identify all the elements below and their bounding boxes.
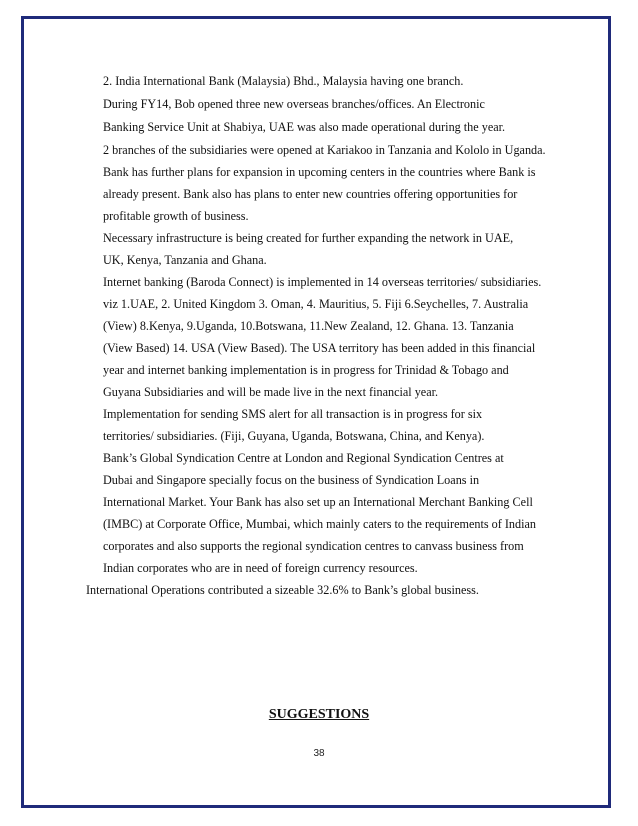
body-line: (View) 8.Kenya, 9.Uganda, 10.Botswana, 11.New Zealand, 12. Ghana. 13. Tanzania: [103, 319, 514, 333]
body-line: Internet banking (Baroda Connect) is implemented in 14 overseas territories/ subsidiaries.: [103, 275, 542, 289]
body-line: (IMBC) at Corporate Office, Mumbai, which mainly caters to the requirements of Indian: [103, 517, 536, 531]
body-line: viz 1.UAE, 2. United Kingdom 3. Oman, 4. Mauritius, 5. Fiji 6.Seychelles, 7. Australia: [103, 297, 529, 311]
body-line: territories/ subsidiaries. (Fiji, Guyana, Uganda, Botswana, China, and Kenya).: [103, 429, 485, 443]
body-line: Banking Service Unit at Shabiya, UAE was also made operational during the year.: [103, 120, 506, 134]
body-line: Necessary infrastructure is being created for further expanding the network in UAE,: [103, 231, 514, 245]
body-line: (View Based) 14. USA (View Based). The USA territory has been added in this financial: [103, 341, 536, 355]
body-line: profitable growth of business.: [103, 209, 249, 223]
body-line: Indian corporates who are in need of foreign currency resources.: [103, 561, 418, 575]
body-line: Bank’s Global Syndication Centre at London and Regional Syndication Centres at: [103, 451, 504, 465]
body-line: 2. India International Bank (Malaysia) Bhd., Malaysia having one branch.: [103, 74, 464, 88]
body-line: During FY14, Bob opened three new overseas branches/offices. An Electronic: [103, 97, 485, 111]
summary-line: International Operations contributed a sizeable 32.6% to Bank’s global business.: [86, 583, 479, 597]
page-number: 38: [313, 748, 325, 759]
body-line: UK, Kenya, Tanzania and Ghana.: [103, 253, 267, 267]
section-heading: SUGGESTIONS: [268, 707, 370, 722]
body-line: year and internet banking implementation is in progress for Trinidad & Tobago and: [103, 363, 509, 377]
body-line: 2 branches of the subsidiaries were opened at Kariakoo in Tanzania and Kololo in Uganda.: [103, 143, 546, 157]
body-line: Bank has further plans for expansion in upcoming centers in the countries where Bank is: [103, 165, 536, 179]
body-line: Implementation for sending SMS alert for all transaction is in progress for six: [103, 407, 483, 421]
body-line: Guyana Subsidiaries and will be made live in the next financial year.: [103, 385, 439, 399]
body-line: International Market. Your Bank has also set up an International Merchant Banking Cell: [103, 495, 533, 509]
body-line: already present. Bank also has plans to enter new countries offering opportunities for: [103, 187, 518, 201]
body-line: corporates and also supports the regional syndication centres to canvass business from: [103, 539, 524, 553]
body-line: Dubai and Singapore specially focus on the business of Syndication Loans in: [103, 473, 480, 487]
